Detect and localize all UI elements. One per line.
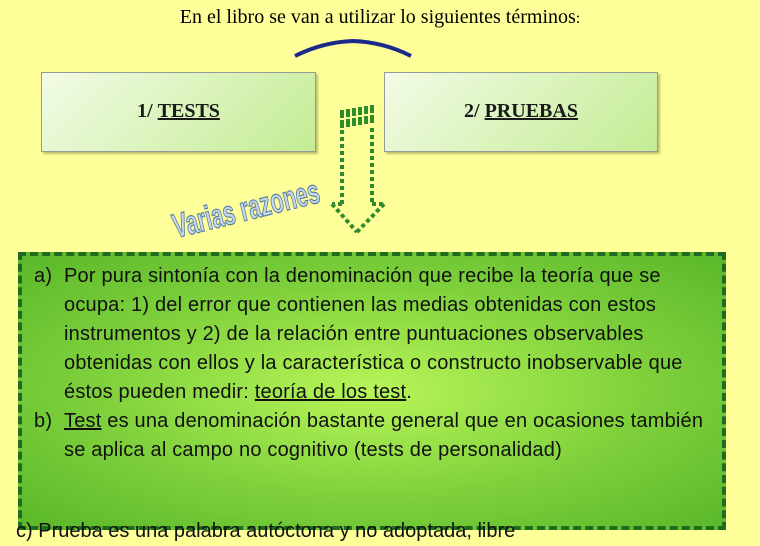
curly-brace-icon [293, 38, 413, 60]
reason-link: Test [64, 410, 102, 432]
reason-text: Prueba es una palabra autóctona y no adoptada, libre [38, 520, 516, 542]
reason-item-b [34, 407, 724, 465]
reason-text: Por pura sintonía con la denominación que recibe la teoría que se ocupa: 1) del error que contienen las medias obtenidas con estos instrumentos y 2) de la relación entre puntuaciones observables obtenidas con ellos y la característica o constructo inobservable que éstos pueden medir: [64, 265, 683, 403]
reason-marker: c) [16, 520, 33, 542]
page-title: En el libro se van a utilizar lo siguientes términos: [179, 6, 581, 28]
svg-text:Varias razones: Varias razones [168, 151, 410, 246]
term-label-pruebas: PRUEBAS [484, 99, 578, 122]
reason-item-c [16, 520, 720, 542]
wordart-heading [168, 151, 410, 248]
term-label-tests: TESTS [157, 99, 220, 122]
term-number: 2/ [464, 99, 480, 122]
reasons-panel [18, 252, 726, 530]
reason-text: es una denominación bastante general que en ocasiones también se aplica al campo no cognitivo (tests de personalidad) [64, 410, 704, 461]
term-box-pruebas [384, 72, 658, 152]
dotted-down-arrow-icon [328, 104, 398, 236]
reason-link: teoría de los test [254, 381, 407, 403]
reason-item-a: a) Por pura sintonía con la denominación que recibe la teoría que se ocupa: 1) del error que contienen las medias obtenidas con estos instrumentos y 2) de la relación entre puntuaciones observables obtenidas con ellos y la característica o constructo inobservable que éstos pueden medir: teoría de los test. [34, 262, 724, 407]
term-box-tests [41, 72, 316, 152]
term-number: 1/ [137, 99, 153, 122]
reason-marker: b) [34, 410, 53, 432]
reason-marker: a) [34, 265, 53, 287]
